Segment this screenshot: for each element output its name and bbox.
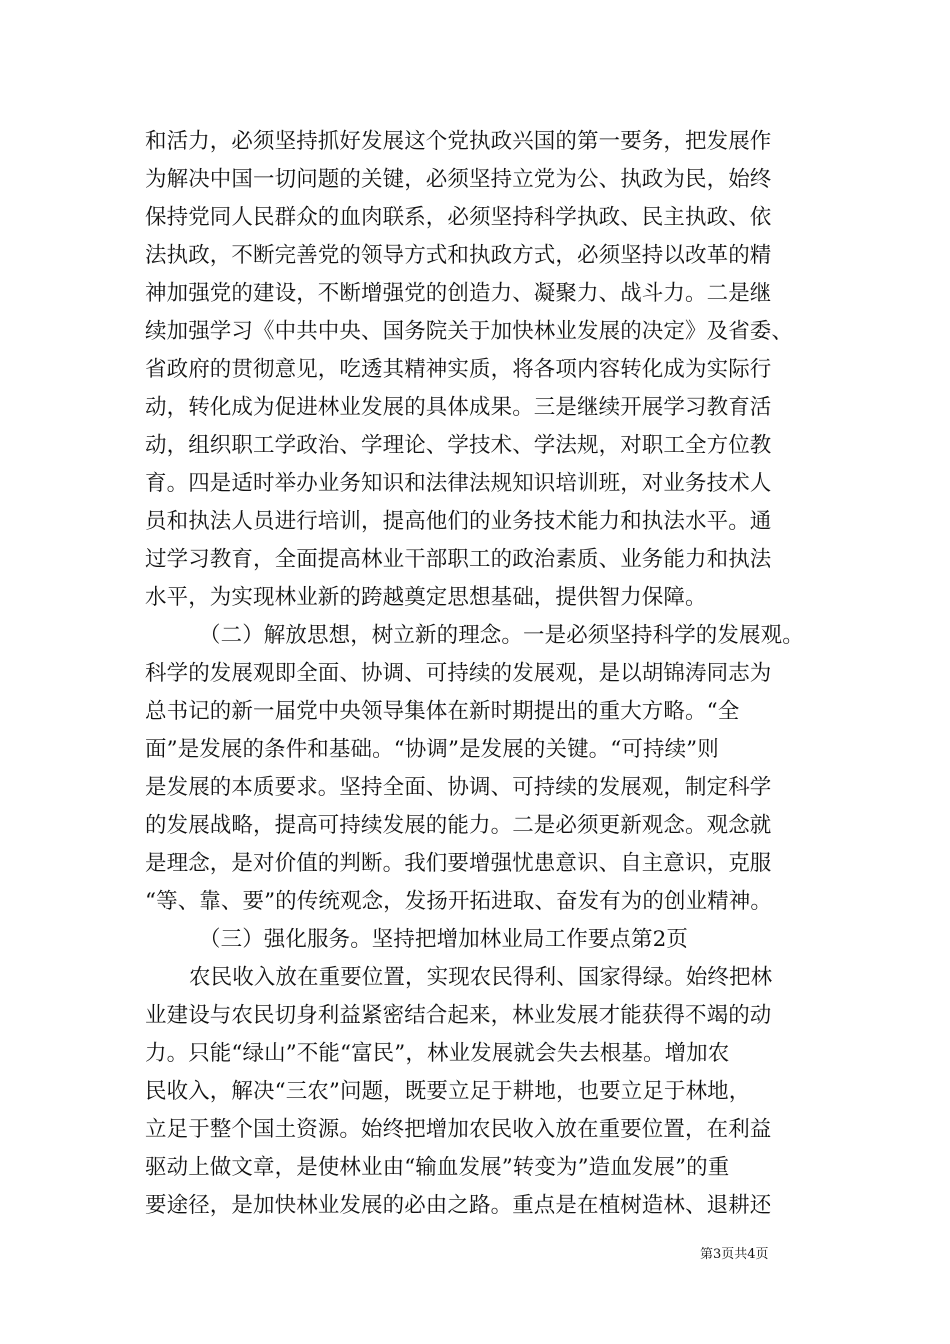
text-line: 是理念，是对价值的判断。我们要增强忧患意识、自主意识，克服 (145, 851, 772, 876)
section-heading-2: （二）解放思想，树立新的理念。一是必须坚持科学的发展观。 (199, 623, 804, 648)
text-line: 为解决中国一切问题的关键，必须坚持立党为公、执政为民，始终 (145, 167, 772, 192)
text-line: 总书记的新一届党中央领导集体在新时期提出的重大方略。“全 (145, 699, 740, 724)
text-line: 员和执法人员进行培训，提高他们的业务技术能力和执法水平。通 (145, 509, 772, 534)
text-line: “等、靠、要”的传统观念，发扬开拓进取、奋发有为的创业精神。 (145, 889, 772, 914)
text-line: 面”是发展的条件和基础。“协调”是发展的关键。“可持续”则 (145, 737, 719, 762)
text-line: 民收入，解决“三农”问题，既要立足于耕地，也要立足于林地， (145, 1079, 751, 1104)
text-line: 的发展战略，提高可持续发展的能力。二是必须更新观念。观念就 (145, 813, 772, 838)
text-line: 神加强党的建设，不断增强党的创造力、凝聚力、战斗力。二是继 (145, 281, 772, 306)
text-line: 过学习教育，全面提高林业干部职工的政治素质、业务能力和执法 (145, 547, 772, 572)
text-line: 续加强学习《中共中央、国务院关于加快林业发展的决定》及省委、 (145, 319, 794, 344)
text-line: 业建设与农民切身利益紧密结合起来，林业发展才能获得不竭的动 (145, 1003, 772, 1028)
text-line: 和活力，必须坚持抓好发展这个党执政兴国的第一要务，把发展作 (145, 129, 772, 154)
text-line: 育。四是适时举办业务知识和法律法规知识培训班，对业务技术人 (145, 471, 772, 496)
text-line: 驱动上做文章，是使林业由“输血发展”转变为”造血发展”的重 (145, 1155, 730, 1180)
text-line: 力。只能“绿山”不能“富民”，林业发展就会失去根基。增加农 (145, 1041, 730, 1066)
section-heading-3: （三）强化服务。坚持把增加林业局工作要点第2页 (199, 927, 688, 952)
text-line: 动，转化成为促进林业发展的具体成果。三是继续开展学习教育活 (145, 395, 772, 420)
text-line: 省政府的贯彻意见，吃透其精神实质，将各项内容转化成为实际行 (145, 357, 772, 382)
text-line: 保持党同人民群众的血肉联系，必须坚持科学执政、民主执政、依 (145, 205, 772, 230)
page-number: 第3页共4页 (700, 1247, 769, 1262)
text-line: 法执政，不断完善党的领导方式和执政方式，必须坚持以改革的精 (145, 243, 772, 268)
text-line: 要途径，是加快林业发展的必由之路。重点是在植树造林、退耕还 (145, 1193, 772, 1218)
text-line: 是发展的本质要求。坚持全面、协调、可持续的发展观，制定科学 (145, 775, 772, 800)
text-line: 科学的发展观即全面、协调、可持续的发展观，是以胡锦涛同志为 (145, 661, 772, 686)
text-line: 立足于整个国土资源。始终把增加农民收入放在重要位置，在利益 (145, 1117, 772, 1142)
text-line: 水平，为实现林业新的跨越奠定思想基础，提供智力保障。 (145, 585, 707, 610)
text-line: 农民收入放在重要位置，实现农民得利、国家得绿。始终把林 (189, 965, 773, 990)
text-line: 动，组织职工学政治、学理论、学技术、学法规，对职工全方位教 (145, 433, 772, 458)
